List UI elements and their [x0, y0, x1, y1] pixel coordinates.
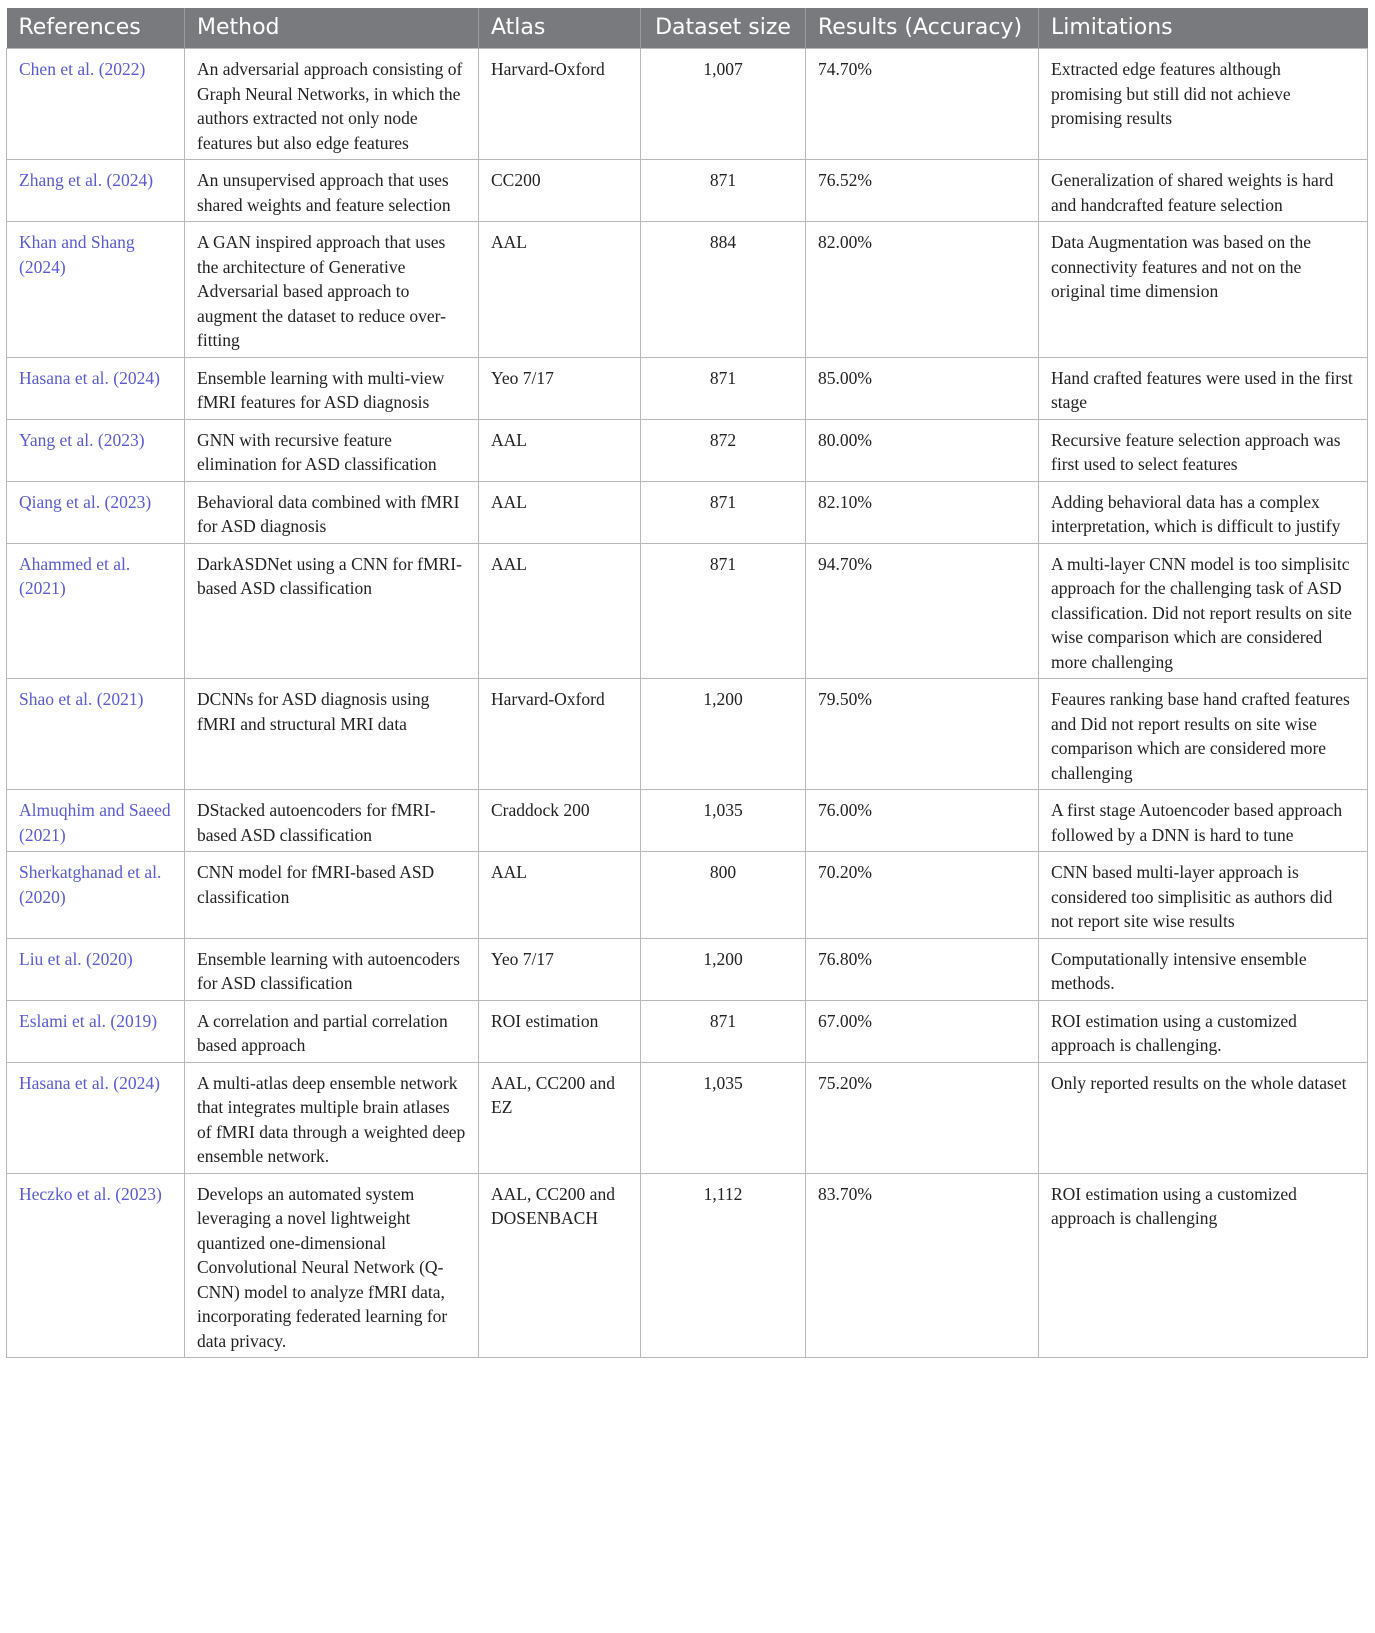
accuracy-cell: 70.20%: [806, 852, 1039, 939]
method-cell: A multi-atlas deep ensemble network that integrates multiple brain atlases of fMRI data through a weighted deep ensemble network.: [185, 1062, 479, 1173]
reference-link[interactable]: Qiang et al. (2023): [7, 481, 185, 543]
table-row: [7, 160, 1368, 222]
reference-link[interactable]: Sherkatghanad et al. (2020): [7, 852, 185, 939]
method-cell: A GAN inspired approach that uses the architecture of Generative Adversarial based approach to augment the dataset to reduce over-fitting: [185, 222, 479, 358]
accuracy-cell: 67.00%: [806, 1000, 1039, 1062]
atlas-cell: AAL: [479, 222, 641, 358]
dataset-size-cell: 1,035: [641, 790, 806, 852]
method-cell: GNN with recursive feature elimination for ASD classification: [185, 419, 479, 481]
method-cell: An adversarial approach consisting of Graph Neural Networks, in which the authors extracted not only node features but also edge features: [185, 49, 479, 160]
limitation-cell: Only reported results on the whole dataset: [1039, 1062, 1368, 1173]
reference-link[interactable]: Heczko et al. (2023): [7, 1173, 185, 1358]
method-cell: Develops an automated system leveraging a novel lightweight quantized one-dimensional Convolutional Neural Network (Q-CNN) model to analyze fMRI data, incorporating federated learning for data privacy.: [185, 1173, 479, 1358]
atlas-cell: Harvard-Oxford: [479, 49, 641, 160]
table-row: [7, 222, 1368, 358]
dataset-size-cell: 1,112: [641, 1173, 806, 1358]
method-cell: DStacked autoencoders for fMRI-based ASD classification: [185, 790, 479, 852]
accuracy-cell: 75.20%: [806, 1062, 1039, 1173]
method-cell: DarkASDNet using a CNN for fMRI-based ASD classification: [185, 543, 479, 679]
limitation-cell: ROI estimation using a customized approach is challenging.: [1039, 1000, 1368, 1062]
table-row: [7, 1173, 1368, 1358]
table-row: [7, 852, 1368, 939]
limitation-cell: Computationally intensive ensemble methods.: [1039, 938, 1368, 1000]
accuracy-cell: 76.80%: [806, 938, 1039, 1000]
header-row: [7, 8, 1368, 49]
atlas-cell: Yeo 7/17: [479, 938, 641, 1000]
reference-link[interactable]: Yang et al. (2023): [7, 419, 185, 481]
accuracy-cell: 82.00%: [806, 222, 1039, 358]
reference-link[interactable]: Zhang et al. (2024): [7, 160, 185, 222]
method-cell: A correlation and partial correlation based approach: [185, 1000, 479, 1062]
atlas-cell: Yeo 7/17: [479, 357, 641, 419]
dataset-size-cell: 1,200: [641, 679, 806, 790]
method-cell: Ensemble learning with multi-view fMRI features for ASD diagnosis: [185, 357, 479, 419]
atlas-cell: Craddock 200: [479, 790, 641, 852]
dataset-size-cell: 871: [641, 543, 806, 679]
accuracy-cell: 83.70%: [806, 1173, 1039, 1358]
accuracy-cell: 76.00%: [806, 790, 1039, 852]
reference-link[interactable]: Almuqhim and Saeed (2021): [7, 790, 185, 852]
limitation-cell: Recursive feature selection approach was first used to select features: [1039, 419, 1368, 481]
atlas-cell: ROI estimation: [479, 1000, 641, 1062]
accuracy-cell: 82.10%: [806, 481, 1039, 543]
dataset-size-cell: 884: [641, 222, 806, 358]
table-row: [7, 1000, 1368, 1062]
reference-link[interactable]: Hasana et al. (2024): [7, 1062, 185, 1173]
dataset-size-cell: 1,007: [641, 49, 806, 160]
accuracy-cell: 74.70%: [806, 49, 1039, 160]
reference-link[interactable]: Ahammed et al. (2021): [7, 543, 185, 679]
limitation-cell: Hand crafted features were used in the first stage: [1039, 357, 1368, 419]
header-method: Method: [185, 8, 479, 49]
limitation-cell: Feaures ranking base hand crafted features and Did not report results on site wise comparison which are considered more challenging: [1039, 679, 1368, 790]
dataset-size-cell: 871: [641, 357, 806, 419]
reference-link[interactable]: Eslami et al. (2019): [7, 1000, 185, 1062]
header-atlas: Atlas: [479, 8, 641, 49]
atlas-cell: AAL, CC200 and EZ: [479, 1062, 641, 1173]
method-cell: Ensemble learning with autoencoders for ASD classification: [185, 938, 479, 1000]
table-body: [7, 49, 1368, 1358]
table-row: [7, 790, 1368, 852]
dataset-size-cell: 1,035: [641, 1062, 806, 1173]
limitation-cell: Data Augmentation was based on the connectivity features and not on the original time dimension: [1039, 222, 1368, 358]
table-row: [7, 938, 1368, 1000]
reference-link[interactable]: Hasana et al. (2024): [7, 357, 185, 419]
atlas-cell: AAL: [479, 481, 641, 543]
table-row: [7, 419, 1368, 481]
dataset-size-cell: 1,200: [641, 938, 806, 1000]
accuracy-cell: 85.00%: [806, 357, 1039, 419]
table-header: [7, 8, 1368, 49]
atlas-cell: AAL: [479, 852, 641, 939]
reference-link[interactable]: Khan and Shang (2024): [7, 222, 185, 358]
table-row: [7, 679, 1368, 790]
dataset-size-cell: 871: [641, 481, 806, 543]
atlas-cell: CC200: [479, 160, 641, 222]
limitation-cell: CNN based multi-layer approach is considered too simplisitic as authors did not report site wise results: [1039, 852, 1368, 939]
limitation-cell: Adding behavioral data has a complex interpretation, which is difficult to justify: [1039, 481, 1368, 543]
reference-link[interactable]: Chen et al. (2022): [7, 49, 185, 160]
method-cell: DCNNs for ASD diagnosis using fMRI and structural MRI data: [185, 679, 479, 790]
limitation-cell: A first stage Autoencoder based approach followed by a DNN is hard to tune: [1039, 790, 1368, 852]
header-results: Results (Accuracy): [806, 8, 1039, 49]
accuracy-cell: 80.00%: [806, 419, 1039, 481]
comparison-table: [6, 8, 1368, 1358]
atlas-cell: Harvard-Oxford: [479, 679, 641, 790]
limitation-cell: A multi-layer CNN model is too simplisitc approach for the challenging task of ASD classification. Did not report results on site wise comparison which are considered more challenging: [1039, 543, 1368, 679]
limitation-cell: Extracted edge features although promising but still did not achieve promising results: [1039, 49, 1368, 160]
reference-link[interactable]: Shao et al. (2021): [7, 679, 185, 790]
comparison-table-container: [6, 8, 1367, 1358]
dataset-size-cell: 800: [641, 852, 806, 939]
table-row: [7, 357, 1368, 419]
atlas-cell: AAL: [479, 419, 641, 481]
table-row: [7, 49, 1368, 160]
header-dataset-size: Dataset size: [641, 8, 806, 49]
atlas-cell: AAL: [479, 543, 641, 679]
method-cell: An unsupervised approach that uses shared weights and feature selection: [185, 160, 479, 222]
table-row: [7, 543, 1368, 679]
table-row: [7, 481, 1368, 543]
method-cell: CNN model for fMRI-based ASD classification: [185, 852, 479, 939]
method-cell: Behavioral data combined with fMRI for ASD diagnosis: [185, 481, 479, 543]
atlas-cell: AAL, CC200 and DOSENBACH: [479, 1173, 641, 1358]
accuracy-cell: 76.52%: [806, 160, 1039, 222]
dataset-size-cell: 872: [641, 419, 806, 481]
accuracy-cell: 94.70%: [806, 543, 1039, 679]
header-references: References: [7, 8, 185, 49]
header-limitations: Limitations: [1039, 8, 1368, 49]
accuracy-cell: 79.50%: [806, 679, 1039, 790]
dataset-size-cell: 871: [641, 160, 806, 222]
table-row: [7, 1062, 1368, 1173]
reference-link[interactable]: Liu et al. (2020): [7, 938, 185, 1000]
dataset-size-cell: 871: [641, 1000, 806, 1062]
limitation-cell: Generalization of shared weights is hard and handcrafted feature selection: [1039, 160, 1368, 222]
limitation-cell: ROI estimation using a customized approach is challenging: [1039, 1173, 1368, 1358]
